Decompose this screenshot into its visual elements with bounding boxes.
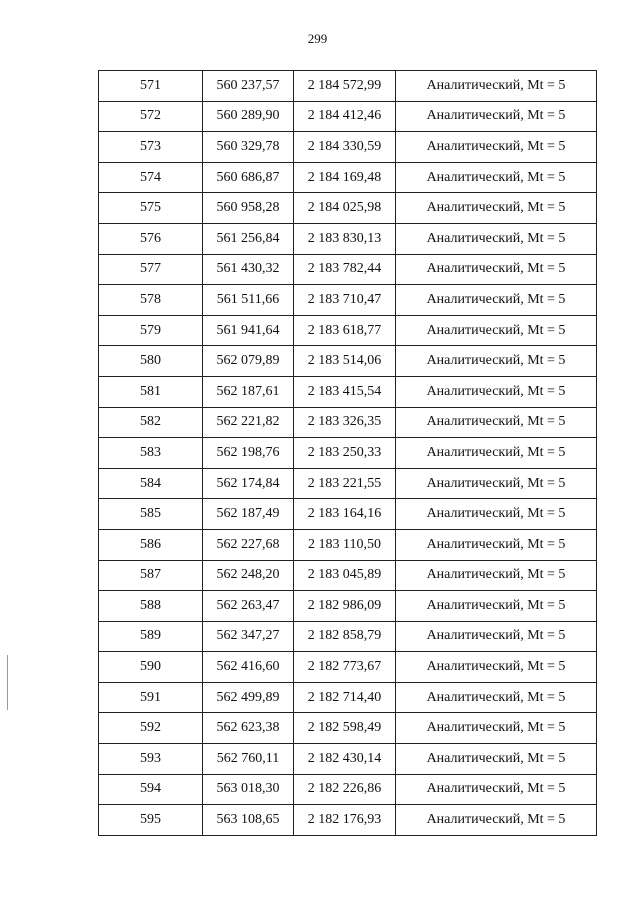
table-row xyxy=(99,652,597,683)
table-row xyxy=(99,254,597,285)
point-number-cell: 572 xyxy=(99,101,203,132)
method-cell: Аналитический, Mt = 5 xyxy=(396,193,597,224)
point-number-cell: 593 xyxy=(99,744,203,775)
point-number-cell: 576 xyxy=(99,223,203,254)
table-row xyxy=(99,744,597,775)
point-number-cell: 586 xyxy=(99,529,203,560)
x-coordinate-cell: 562 623,38 xyxy=(203,713,294,744)
method-cell: Аналитический, Mt = 5 xyxy=(396,805,597,836)
y-coordinate-cell: 2 182 986,09 xyxy=(294,591,396,622)
point-number-cell: 584 xyxy=(99,468,203,499)
table-row xyxy=(99,499,597,530)
method-cell: Аналитический, Mt = 5 xyxy=(396,162,597,193)
table-row xyxy=(99,468,597,499)
y-coordinate-cell: 2 183 514,06 xyxy=(294,346,396,377)
x-coordinate-cell: 560 237,57 xyxy=(203,71,294,102)
x-coordinate-cell: 562 499,89 xyxy=(203,682,294,713)
x-coordinate-cell: 563 018,30 xyxy=(203,774,294,805)
y-coordinate-cell: 2 183 110,50 xyxy=(294,529,396,560)
table-row xyxy=(99,438,597,469)
method-cell: Аналитический, Mt = 5 xyxy=(396,285,597,316)
method-cell: Аналитический, Mt = 5 xyxy=(396,132,597,163)
point-number-cell: 582 xyxy=(99,407,203,438)
y-coordinate-cell: 2 183 045,89 xyxy=(294,560,396,591)
point-number-cell: 589 xyxy=(99,621,203,652)
table-row xyxy=(99,805,597,836)
x-coordinate-cell: 560 686,87 xyxy=(203,162,294,193)
y-coordinate-cell: 2 183 221,55 xyxy=(294,468,396,499)
table-row xyxy=(99,529,597,560)
table-row xyxy=(99,407,597,438)
y-coordinate-cell: 2 183 618,77 xyxy=(294,315,396,346)
x-coordinate-cell: 560 329,78 xyxy=(203,132,294,163)
x-coordinate-cell: 562 187,49 xyxy=(203,499,294,530)
method-cell: Аналитический, Mt = 5 xyxy=(396,499,597,530)
method-cell: Аналитический, Mt = 5 xyxy=(396,621,597,652)
table-row xyxy=(99,132,597,163)
x-coordinate-cell: 561 256,84 xyxy=(203,223,294,254)
x-coordinate-cell: 562 079,89 xyxy=(203,346,294,377)
point-number-cell: 579 xyxy=(99,315,203,346)
y-coordinate-cell: 2 183 710,47 xyxy=(294,285,396,316)
x-coordinate-cell: 561 941,64 xyxy=(203,315,294,346)
point-number-cell: 575 xyxy=(99,193,203,224)
point-number-cell: 594 xyxy=(99,774,203,805)
y-coordinate-cell: 2 184 330,59 xyxy=(294,132,396,163)
table-row xyxy=(99,682,597,713)
x-coordinate-cell: 562 416,60 xyxy=(203,652,294,683)
table-row xyxy=(99,71,597,102)
y-coordinate-cell: 2 183 250,33 xyxy=(294,438,396,469)
table-row xyxy=(99,621,597,652)
y-coordinate-cell: 2 183 782,44 xyxy=(294,254,396,285)
x-coordinate-cell: 561 511,66 xyxy=(203,285,294,316)
x-coordinate-cell: 561 430,32 xyxy=(203,254,294,285)
y-coordinate-cell: 2 182 430,14 xyxy=(294,744,396,775)
y-coordinate-cell: 2 182 176,93 xyxy=(294,805,396,836)
y-coordinate-cell: 2 184 025,98 xyxy=(294,193,396,224)
table-row xyxy=(99,285,597,316)
point-number-cell: 581 xyxy=(99,376,203,407)
table-row xyxy=(99,774,597,805)
method-cell: Аналитический, Mt = 5 xyxy=(396,529,597,560)
point-number-cell: 585 xyxy=(99,499,203,530)
table-row xyxy=(99,315,597,346)
coordinates-table-body xyxy=(99,71,597,836)
table-row xyxy=(99,162,597,193)
method-cell: Аналитический, Mt = 5 xyxy=(396,315,597,346)
point-number-cell: 588 xyxy=(99,591,203,622)
method-cell: Аналитический, Mt = 5 xyxy=(396,346,597,377)
x-coordinate-cell: 562 227,68 xyxy=(203,529,294,560)
y-coordinate-cell: 2 183 164,16 xyxy=(294,499,396,530)
point-number-cell: 591 xyxy=(99,682,203,713)
point-number-cell: 595 xyxy=(99,805,203,836)
point-number-cell: 573 xyxy=(99,132,203,163)
y-coordinate-cell: 2 184 169,48 xyxy=(294,162,396,193)
table-row xyxy=(99,376,597,407)
method-cell: Аналитический, Mt = 5 xyxy=(396,407,597,438)
method-cell: Аналитический, Mt = 5 xyxy=(396,376,597,407)
x-coordinate-cell: 562 198,76 xyxy=(203,438,294,469)
x-coordinate-cell: 562 221,82 xyxy=(203,407,294,438)
x-coordinate-cell: 560 289,90 xyxy=(203,101,294,132)
point-number-cell: 580 xyxy=(99,346,203,377)
method-cell: Аналитический, Mt = 5 xyxy=(396,713,597,744)
point-number-cell: 577 xyxy=(99,254,203,285)
table-row xyxy=(99,560,597,591)
x-coordinate-cell: 562 187,61 xyxy=(203,376,294,407)
method-cell: Аналитический, Mt = 5 xyxy=(396,223,597,254)
y-coordinate-cell: 2 182 598,49 xyxy=(294,713,396,744)
method-cell: Аналитический, Mt = 5 xyxy=(396,744,597,775)
point-number-cell: 578 xyxy=(99,285,203,316)
method-cell: Аналитический, Mt = 5 xyxy=(396,468,597,499)
point-number-cell: 571 xyxy=(99,71,203,102)
point-number-cell: 592 xyxy=(99,713,203,744)
table-row xyxy=(99,346,597,377)
point-number-cell: 583 xyxy=(99,438,203,469)
table-row xyxy=(99,101,597,132)
y-coordinate-cell: 2 182 773,67 xyxy=(294,652,396,683)
page-number: 299 xyxy=(307,31,328,46)
x-coordinate-cell: 562 263,47 xyxy=(203,591,294,622)
table-row xyxy=(99,223,597,254)
point-number-cell: 587 xyxy=(99,560,203,591)
method-cell: Аналитический, Mt = 5 xyxy=(396,682,597,713)
x-coordinate-cell: 560 958,28 xyxy=(203,193,294,224)
method-cell: Аналитический, Mt = 5 xyxy=(396,560,597,591)
x-coordinate-cell: 562 347,27 xyxy=(203,621,294,652)
y-coordinate-cell: 2 183 326,35 xyxy=(294,407,396,438)
x-coordinate-cell: 562 248,20 xyxy=(203,560,294,591)
y-coordinate-cell: 2 182 858,79 xyxy=(294,621,396,652)
x-coordinate-cell: 562 760,11 xyxy=(203,744,294,775)
method-cell: Аналитический, Mt = 5 xyxy=(396,438,597,469)
margin-scan-mark xyxy=(7,655,8,710)
method-cell: Аналитический, Mt = 5 xyxy=(396,774,597,805)
x-coordinate-cell: 563 108,65 xyxy=(203,805,294,836)
table-row xyxy=(99,591,597,622)
y-coordinate-cell: 2 183 415,54 xyxy=(294,376,396,407)
y-coordinate-cell: 2 183 830,13 xyxy=(294,223,396,254)
table-row xyxy=(99,713,597,744)
method-cell: Аналитический, Mt = 5 xyxy=(396,591,597,622)
point-number-cell: 590 xyxy=(99,652,203,683)
coordinates-table xyxy=(98,70,597,836)
method-cell: Аналитический, Mt = 5 xyxy=(396,101,597,132)
x-coordinate-cell: 562 174,84 xyxy=(203,468,294,499)
method-cell: Аналитический, Mt = 5 xyxy=(396,71,597,102)
table-row xyxy=(99,193,597,224)
method-cell: Аналитический, Mt = 5 xyxy=(396,652,597,683)
method-cell: Аналитический, Mt = 5 xyxy=(396,254,597,285)
y-coordinate-cell: 2 184 412,46 xyxy=(294,101,396,132)
y-coordinate-cell: 2 182 226,86 xyxy=(294,774,396,805)
y-coordinate-cell: 2 184 572,99 xyxy=(294,71,396,102)
y-coordinate-cell: 2 182 714,40 xyxy=(294,682,396,713)
point-number-cell: 574 xyxy=(99,162,203,193)
